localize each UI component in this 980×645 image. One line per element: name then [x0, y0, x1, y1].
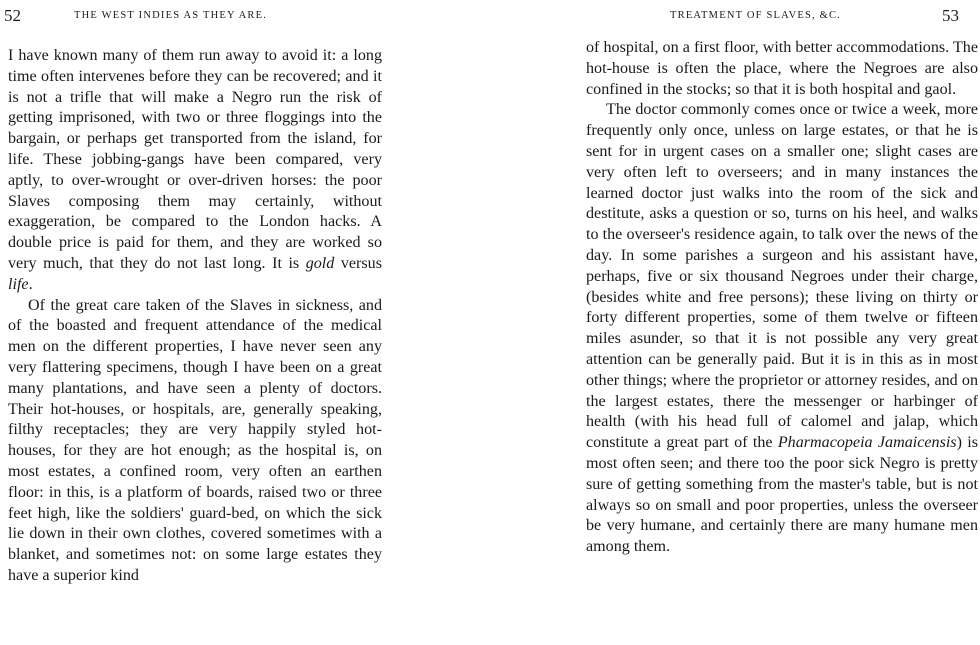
italic-text: gold [305, 254, 335, 272]
italic-text: life [8, 275, 29, 293]
paragraph-text: I have known many of them run away to avoid it: a long time often intervenes before they can be recovered; and it is not a trifle that will make a Negro run the risk of getting imprisoned, with two or three floggings into the bargain, or perhaps get transported from the island, for life. These jobbing-gangs have been compared, very aptly, to over-wrought or over-driven horses: the poor Slaves composing them may certainly, without exaggeration, be compared to the London hacks. A double price is paid for them, and they are worked so very much, that they do not last long. It is [8, 47, 382, 272]
paragraph [586, 38, 978, 100]
right-running-head: TREATMENT OF SLAVES, &C. [670, 10, 842, 21]
paragraph-text: The doctor commonly comes once or twice a week, more frequently only once, unless on large estates, or that he is sent for in urgent cases on a smaller one; slight cases are very often left to overseers; and in many instances the learned doctor just walks into the room of the sick and destitute, asks a question or so, turns on his heel, and walks to the overseer's residence again, to talk over the news of the day. In some parishes a surgeon and his assistant have, perhaps, five or six thousand Negroes under their charge, (besides white and free persons); these living on thirty or forty different properties, some of them twelve or fifteen miles asunder, so that it is not possible any very great attention can be generally paid. But it is in this as in most other things; where the proprietor or attorney resides, and on the largest estates, there the messenger or harbinger of health (with his head full of calomel and jalap, which constitute a great part of the [586, 101, 978, 452]
paragraph [8, 296, 382, 587]
paragraph [8, 46, 382, 296]
paragraph [586, 100, 978, 558]
left-running-head: THE WEST INDIES AS THEY ARE. [74, 10, 268, 21]
paragraph-text: Of the great care taken of the Slaves in sickness, and of the boasted and frequent attendance of the medical men on the different properties, I have never seen any very flattering specimens, though I have been on a great many plantations, and have seen a plenty of doctors. Their hot-houses, or hospitals, are, generally speaking, filthy receptacles; they are very happily styled hot-houses, for they are hot enough; as the hospital is, on most estates, a confined room, very often an earthen floor: in this, is a platform of boards, raised two or three feet high, like the soldiers' guard-bed, on which the sick lie down in their own clothes, covered sometimes with a blanket, and sometimes not: on some large estates they have a superior kind [8, 296, 382, 584]
left-page-number: 52 [4, 6, 21, 25]
paragraph-text: ) is most often seen; and there too the poor sick Negro is pretty sure of getting something from the master's table, but is not always so on small and poor properties, unless the overseer be very humane, and certainly there are many humane men among them. [586, 434, 978, 556]
right-page [580, 0, 980, 645]
right-page-body [586, 38, 978, 558]
italic-text: Pharmacopeia Jamaicensis [777, 434, 957, 452]
left-page-body [8, 46, 382, 587]
right-page-number: 53 [942, 6, 959, 25]
paragraph-text: of hospital, on a first floor, with better accommodations. The hot-house is often the place, where the Negroes are also confined in the stocks; so that it is both hospital and gaol. [586, 39, 978, 98]
left-page [0, 0, 400, 645]
paragraph-text: . [28, 275, 33, 293]
book-gutter [400, 0, 580, 645]
paragraph-text: versus [334, 254, 382, 272]
